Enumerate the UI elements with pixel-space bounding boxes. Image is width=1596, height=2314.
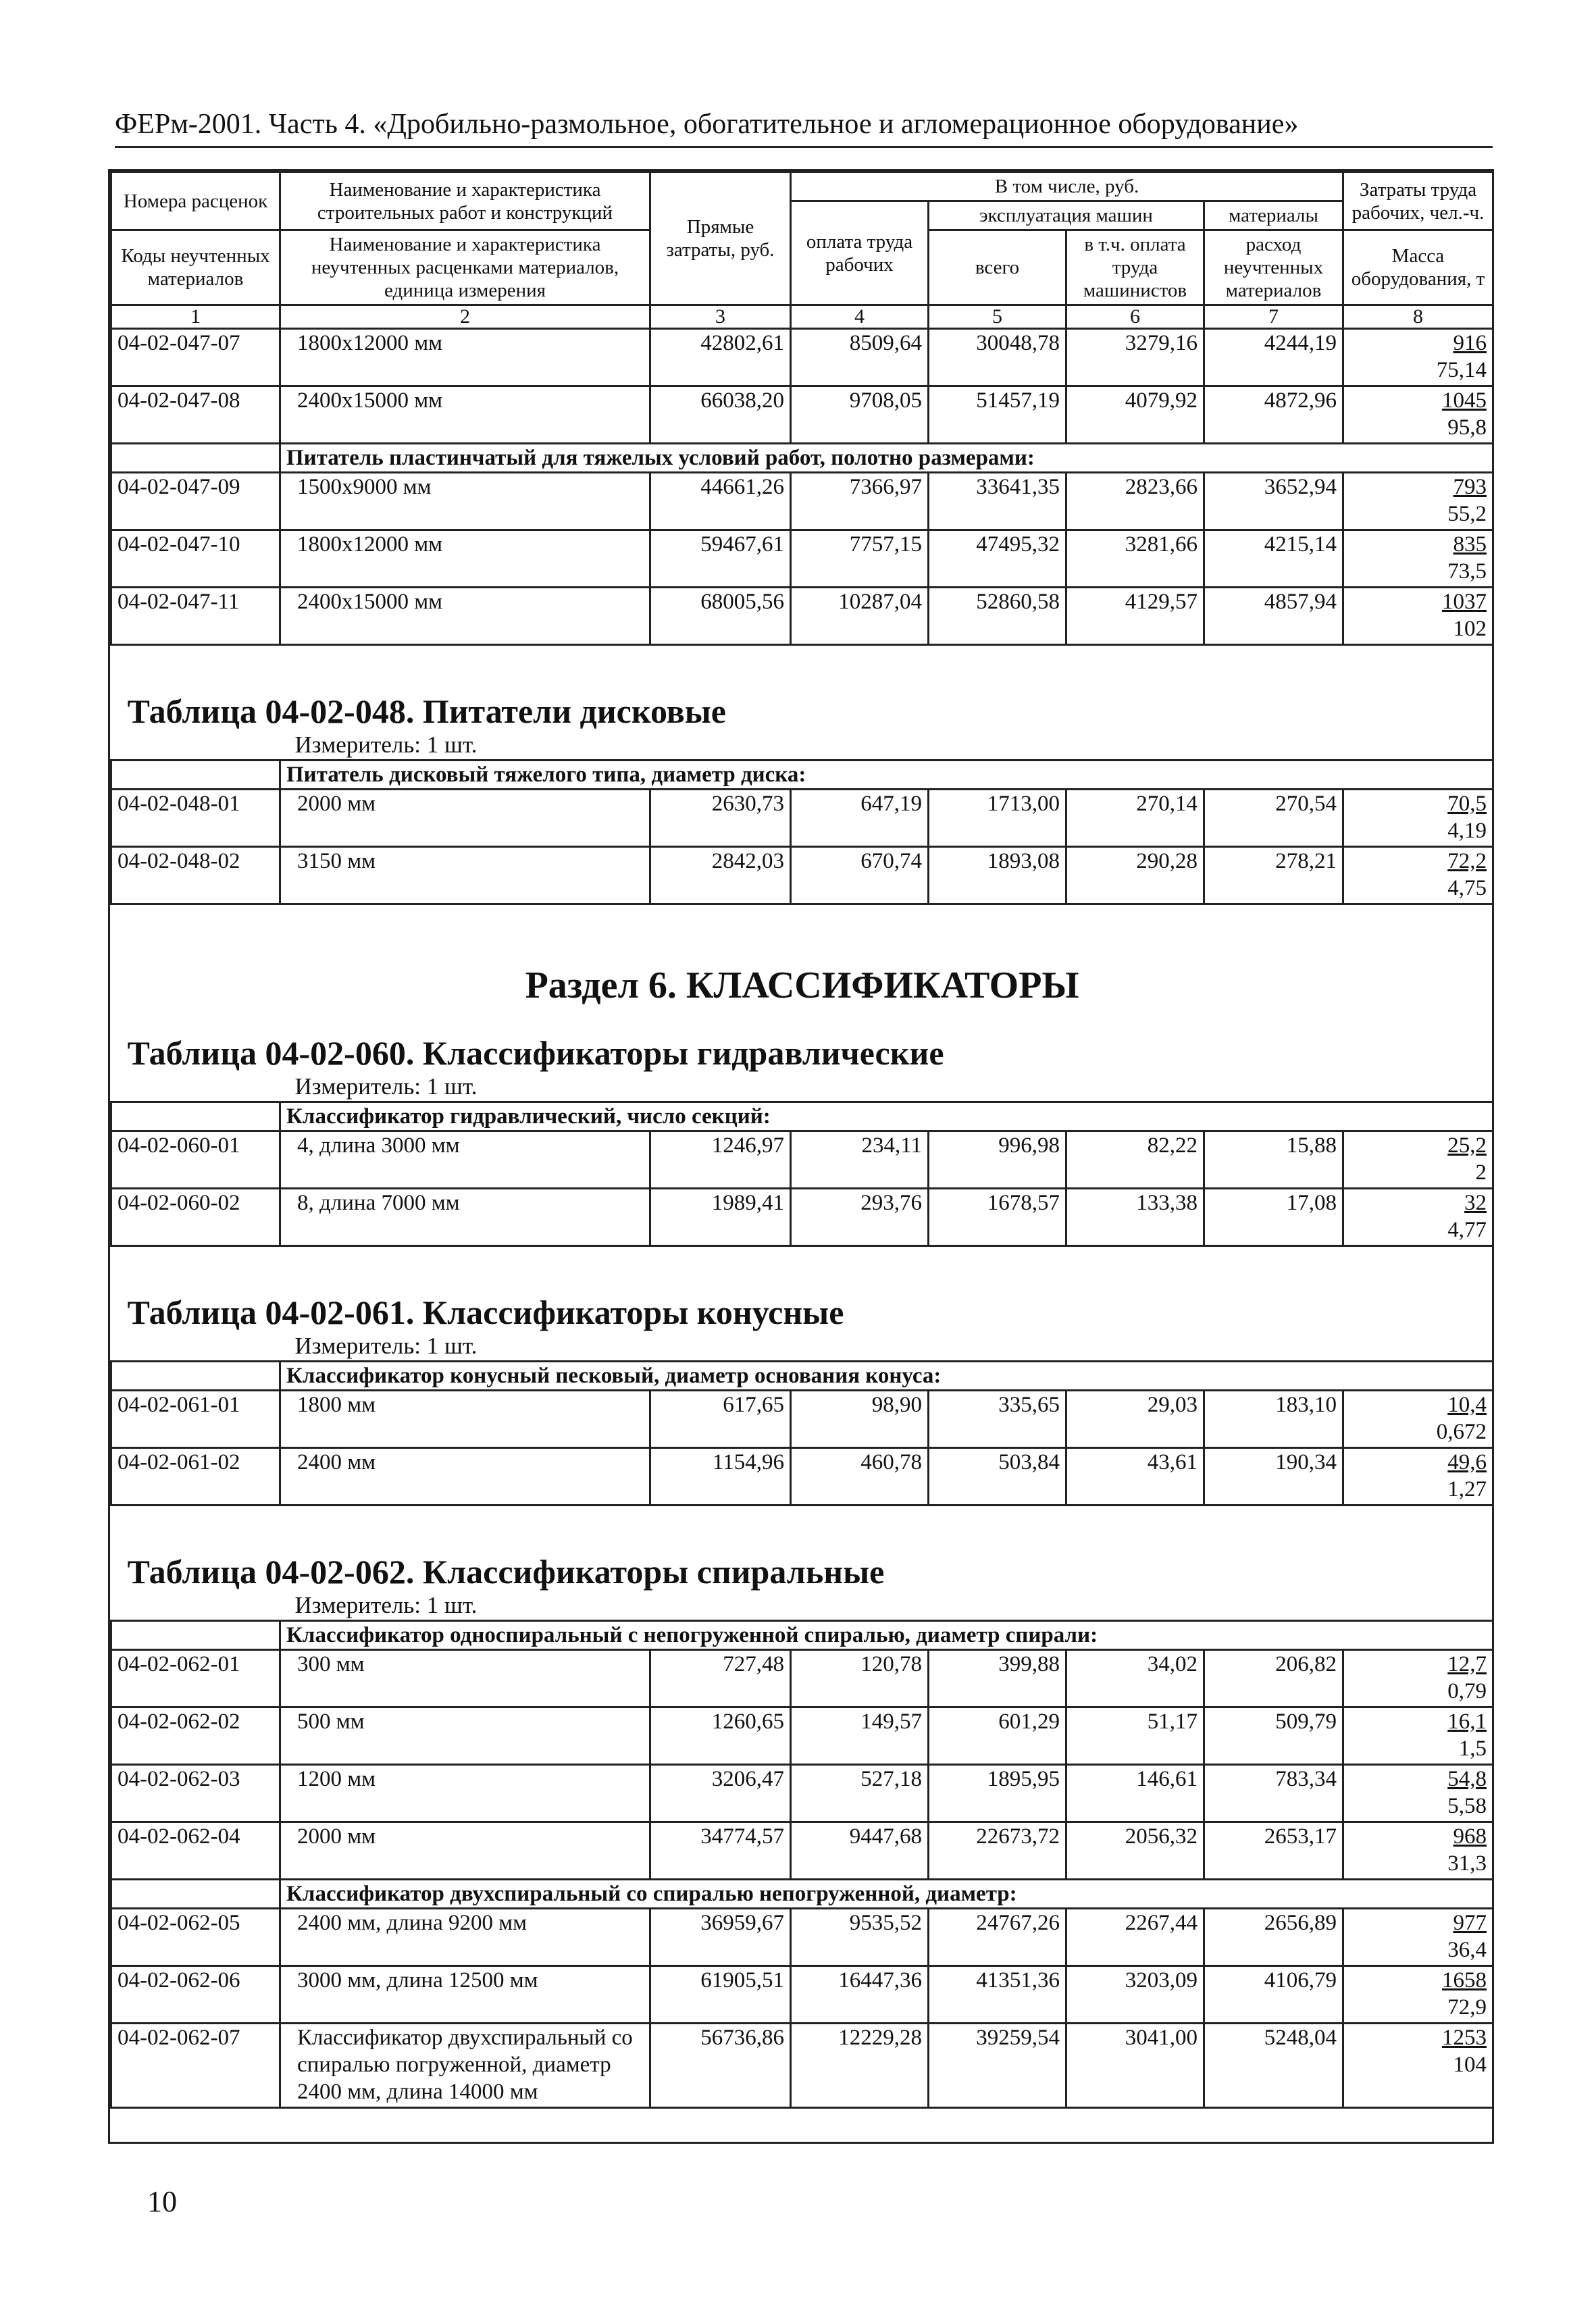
labor-value: 70,5 xyxy=(1447,792,1487,816)
col-number: 5 xyxy=(929,305,1066,329)
cost-cell: 234,11 xyxy=(791,1131,929,1189)
cost-cell: 206,82 xyxy=(1204,1650,1343,1707)
measure-unit: Измеритель: 1 шт. xyxy=(294,1592,478,1618)
table-heading xyxy=(111,1506,1493,1621)
col-number: 1 xyxy=(111,305,280,329)
rate-name: 3000 мм, длина 12500 мм xyxy=(280,1966,650,2024)
cost-cell: 2842,03 xyxy=(650,847,791,904)
cost-cell: 34774,57 xyxy=(650,1822,791,1880)
cost-cell: 33641,35 xyxy=(929,473,1066,530)
labor-value: 49,6 xyxy=(1447,1450,1487,1474)
column-numbers-row xyxy=(111,305,1493,329)
cost-cell: 47495,32 xyxy=(929,530,1066,588)
cost-cell: 34,02 xyxy=(1066,1650,1204,1707)
rate-code: 04-02-061-02 xyxy=(111,1448,280,1506)
cost-cell: 133,38 xyxy=(1066,1189,1204,1246)
mass-value: 5,58 xyxy=(1447,1794,1487,1818)
cost-cell: 2630,73 xyxy=(650,790,791,847)
labor-value: 916 xyxy=(1453,331,1487,355)
rate-code: 04-02-048-02 xyxy=(111,847,280,904)
labor-mass-cell xyxy=(1343,1391,1493,1448)
table-heading xyxy=(111,1246,1493,1362)
measure-unit: Измеритель: 1 шт. xyxy=(294,1333,478,1359)
col-wages-header: оплата труда рабочих xyxy=(791,201,929,305)
table-row xyxy=(111,530,1493,588)
cost-cell: 43,61 xyxy=(1066,1448,1204,1506)
mass-value: 2 xyxy=(1475,1160,1487,1185)
cost-cell: 3281,66 xyxy=(1066,530,1204,588)
cost-cell: 120,78 xyxy=(791,1650,929,1707)
cost-cell: 647,19 xyxy=(791,790,929,847)
cost-cell: 1260,65 xyxy=(650,1707,791,1765)
cost-cell: 183,10 xyxy=(1204,1391,1343,1448)
table-row xyxy=(111,1131,1493,1189)
cost-cell: 29,03 xyxy=(1066,1391,1204,1448)
mass-value: 0,79 xyxy=(1447,1679,1487,1703)
rate-name: 2400 мм xyxy=(280,1448,650,1506)
cost-cell: 146,61 xyxy=(1066,1765,1204,1822)
cost-cell: 4079,92 xyxy=(1066,386,1204,444)
cost-cell: 4857,94 xyxy=(1204,588,1343,645)
rate-name: 4, длина 3000 мм xyxy=(280,1131,650,1189)
mass-value: 102 xyxy=(1453,617,1487,641)
rate-name: 1800x12000 мм xyxy=(280,329,650,386)
rate-code: 04-02-047-08 xyxy=(111,386,280,444)
labor-value: 1253 xyxy=(1442,2026,1487,2050)
cost-cell: 727,48 xyxy=(650,1650,791,1707)
rate-code: 04-02-060-02 xyxy=(111,1189,280,1246)
labor-mass-cell xyxy=(1343,473,1493,530)
cost-cell: 15,88 xyxy=(1204,1131,1343,1189)
labor-mass-cell xyxy=(1343,847,1493,904)
cost-cell: 42802,61 xyxy=(650,329,791,386)
cost-cell: 1893,08 xyxy=(929,847,1066,904)
cost-cell: 503,84 xyxy=(929,1448,1066,1506)
cost-cell: 1989,41 xyxy=(650,1189,791,1246)
rate-name: 1800 мм xyxy=(280,1391,650,1448)
table-row xyxy=(111,329,1493,386)
cost-cell: 149,57 xyxy=(791,1707,929,1765)
table-heading-cell xyxy=(111,1246,1493,1362)
table-heading-cell xyxy=(111,1506,1493,1621)
mass-value: 75,14 xyxy=(1436,358,1487,382)
section-title: Раздел 6. КЛАССИФИКАТОРЫ xyxy=(525,965,1079,1006)
table-heading xyxy=(111,645,1493,761)
table-row xyxy=(111,1189,1493,1246)
labor-mass-cell xyxy=(1343,1707,1493,1765)
materials-header: материалы xyxy=(1204,201,1343,230)
cost-cell: 98,90 xyxy=(791,1391,929,1448)
cost-cell: 9535,52 xyxy=(791,1909,929,1966)
rate-code: 04-02-047-09 xyxy=(111,473,280,530)
rate-name: 2400x15000 мм xyxy=(280,588,650,645)
cost-cell: 293,76 xyxy=(791,1189,929,1246)
group-row xyxy=(111,1362,1493,1391)
rate-name: 2400 мм, длина 9200 мм xyxy=(280,1909,650,1966)
cost-cell: 460,78 xyxy=(791,1448,929,1506)
labor-value: 32 xyxy=(1464,1191,1487,1215)
cost-cell: 44661,26 xyxy=(650,473,791,530)
section-heading-cell xyxy=(111,904,1493,1102)
group-empty xyxy=(111,1102,280,1131)
measure-unit: Измеритель: 1 шт. xyxy=(294,1073,478,1100)
col-unaccounted-codes-header: Коды неучтенных материалов xyxy=(111,230,280,305)
cost-cell: 61905,51 xyxy=(650,1966,791,2024)
table-row xyxy=(111,386,1493,444)
cost-cell: 51457,19 xyxy=(929,386,1066,444)
group-title: Классификатор конусный песковый, диаметр основания конуса: xyxy=(280,1362,1493,1391)
mass-value: 36,4 xyxy=(1447,1938,1487,1962)
cost-cell: 56736,86 xyxy=(650,2024,791,2108)
group-row xyxy=(111,1621,1493,1650)
col-number: 4 xyxy=(791,305,929,329)
page-header: ФЕРм-2001. Часть 4. «Дробильно-размольное, обогатительное и агломерационное оборудование» xyxy=(115,107,1493,148)
cost-cell: 36959,67 xyxy=(650,1909,791,1966)
mass-value: 104 xyxy=(1453,2053,1487,2077)
rate-code: 04-02-047-07 xyxy=(111,329,280,386)
table-title: Таблица 04-02-061. Классификаторы конусные xyxy=(127,1293,844,1331)
cost-cell: 3279,16 xyxy=(1066,329,1204,386)
table-title: Таблица 04-02-048. Питатели дисковые xyxy=(127,692,726,730)
mass-value: 1,27 xyxy=(1447,1477,1487,1501)
cost-cell: 8509,64 xyxy=(791,329,929,386)
labor-mass-cell xyxy=(1343,1448,1493,1506)
group-title: Классификатор двухспиральный со спиралью непогруженной, диаметр: xyxy=(280,1880,1493,1909)
cost-cell: 9447,68 xyxy=(791,1822,929,1880)
table-row xyxy=(111,1391,1493,1448)
rate-code: 04-02-062-01 xyxy=(111,1650,280,1707)
section-heading xyxy=(111,904,1493,1102)
mass-value: 0,672 xyxy=(1436,1420,1487,1444)
labor-mass-cell xyxy=(1343,386,1493,444)
col-operators-wages-header: в т.ч. оплата труда машинистов xyxy=(1066,230,1204,305)
rate-code: 04-02-062-06 xyxy=(111,1966,280,2024)
mass-value: 4,77 xyxy=(1447,1218,1487,1242)
cost-cell: 16447,36 xyxy=(791,1966,929,2024)
labor-mass-cell xyxy=(1343,1189,1493,1246)
cost-cell: 290,28 xyxy=(1066,847,1204,904)
cost-cell: 51,17 xyxy=(1066,1707,1204,1765)
group-empty xyxy=(111,1621,280,1650)
mass-value: 55,2 xyxy=(1447,502,1487,526)
labor-value: 25,2 xyxy=(1447,1133,1487,1158)
col-unaccounted-name-header: Наименование и характеристика неучтенных расценками материалов, единица измерения xyxy=(280,230,650,305)
labor-mass-cell xyxy=(1343,1131,1493,1189)
rate-code: 04-02-061-01 xyxy=(111,1391,280,1448)
labor-value: 1658 xyxy=(1442,1968,1487,1992)
cost-cell: 22673,72 xyxy=(929,1822,1066,1880)
rate-name: 1800x12000 мм xyxy=(280,530,650,588)
table-title: Таблица 04-02-060. Классификаторы гидравлические xyxy=(127,1034,944,1072)
cost-cell: 39259,54 xyxy=(929,2024,1066,2108)
labor-value: 835 xyxy=(1453,532,1487,557)
rate-name: 8, длина 7000 мм xyxy=(280,1189,650,1246)
group-empty xyxy=(111,1362,280,1391)
col-number: 7 xyxy=(1204,305,1343,329)
cost-cell: 270,14 xyxy=(1066,790,1204,847)
cost-cell: 68005,56 xyxy=(650,588,791,645)
cost-cell: 399,88 xyxy=(929,1650,1066,1707)
page-number: 10 xyxy=(147,2185,177,2218)
table-row xyxy=(111,473,1493,530)
cost-cell: 1154,96 xyxy=(650,1448,791,1506)
rate-code: 04-02-048-01 xyxy=(111,790,280,847)
col-labor-header: Затраты труда рабочих, чел.-ч. xyxy=(1343,172,1493,230)
group-title: Питатель пластинчатый для тяжелых условий работ, полотно размерами: xyxy=(280,444,1493,473)
labor-mass-cell xyxy=(1343,1966,1493,2024)
table-row xyxy=(111,1822,1493,1880)
labor-mass-cell xyxy=(1343,1822,1493,1880)
cost-cell: 270,54 xyxy=(1204,790,1343,847)
group-row xyxy=(111,761,1493,790)
cost-cell: 4106,79 xyxy=(1204,1966,1343,2024)
group-title: Классификатор гидравлический, число секций: xyxy=(280,1102,1493,1131)
rate-name: 1200 мм xyxy=(280,1765,650,1822)
cost-cell: 4244,19 xyxy=(1204,329,1343,386)
group-empty xyxy=(111,761,280,790)
rate-code: 04-02-060-01 xyxy=(111,1131,280,1189)
labor-value: 10,4 xyxy=(1447,1393,1487,1417)
cost-cell: 783,34 xyxy=(1204,1765,1343,1822)
labor-value: 977 xyxy=(1453,1911,1487,1935)
mass-value: 4,75 xyxy=(1447,876,1487,900)
cost-cell: 617,65 xyxy=(650,1391,791,1448)
cost-cell: 2056,32 xyxy=(1066,1822,1204,1880)
cost-cell: 41351,36 xyxy=(929,1966,1066,2024)
cost-cell: 7757,15 xyxy=(791,530,929,588)
col-direct-costs-header: Прямые затраты, руб. xyxy=(650,172,791,305)
labor-value: 16,1 xyxy=(1447,1709,1487,1734)
col-codes-header: Номера расценок xyxy=(111,172,280,230)
group-empty xyxy=(111,444,280,473)
cost-cell: 66038,20 xyxy=(650,386,791,444)
labor-value: 793 xyxy=(1453,475,1487,499)
table-row xyxy=(111,1909,1493,1966)
table-row xyxy=(111,588,1493,645)
group-empty xyxy=(111,1880,280,1909)
cost-cell: 670,74 xyxy=(791,847,929,904)
group-row xyxy=(111,1102,1493,1131)
cost-cell: 17,08 xyxy=(1204,1189,1343,1246)
cost-cell: 9708,05 xyxy=(791,386,929,444)
labor-mass-cell xyxy=(1343,2024,1493,2108)
cost-cell: 82,22 xyxy=(1066,1131,1204,1189)
rate-name: 2400x15000 мм xyxy=(280,386,650,444)
rate-code: 04-02-047-10 xyxy=(111,530,280,588)
table-row xyxy=(111,1765,1493,1822)
rate-name: 1500x9000 мм xyxy=(280,473,650,530)
labor-mass-cell xyxy=(1343,790,1493,847)
cost-cell: 3652,94 xyxy=(1204,473,1343,530)
cost-cell: 1678,57 xyxy=(929,1189,1066,1246)
group-title: Питатель дисковый тяжелого типа, диаметр диска: xyxy=(280,761,1493,790)
cost-cell: 4215,14 xyxy=(1204,530,1343,588)
cost-cell: 2656,89 xyxy=(1204,1909,1343,1966)
labor-value: 1045 xyxy=(1442,388,1487,413)
labor-mass-cell xyxy=(1343,1650,1493,1707)
cost-cell: 996,98 xyxy=(929,1131,1066,1189)
mass-value: 31,3 xyxy=(1447,1851,1487,1876)
cost-cell: 3041,00 xyxy=(1066,2024,1204,2108)
table-row xyxy=(111,847,1493,904)
rate-code: 04-02-062-02 xyxy=(111,1707,280,1765)
cost-cell: 12229,28 xyxy=(791,2024,929,2108)
cost-cell: 601,29 xyxy=(929,1707,1066,1765)
col-number: 3 xyxy=(650,305,791,329)
labor-mass-cell xyxy=(1343,588,1493,645)
rate-code: 04-02-062-03 xyxy=(111,1765,280,1822)
cost-cell: 7366,97 xyxy=(791,473,929,530)
cost-cell: 335,65 xyxy=(929,1391,1066,1448)
labor-value: 12,7 xyxy=(1447,1652,1487,1676)
labor-mass-cell xyxy=(1343,329,1493,386)
rate-name: 500 мм xyxy=(280,1707,650,1765)
cost-cell: 2823,66 xyxy=(1066,473,1204,530)
labor-value: 72,2 xyxy=(1447,849,1487,873)
rate-code: 04-02-047-11 xyxy=(111,588,280,645)
labor-value: 54,8 xyxy=(1447,1767,1487,1791)
cost-cell: 10287,04 xyxy=(791,588,929,645)
table-row xyxy=(111,1966,1493,2024)
col-machines-total-header: всего xyxy=(929,230,1066,305)
cost-cell: 3206,47 xyxy=(650,1765,791,1822)
cost-cell: 2267,44 xyxy=(1066,1909,1204,1966)
rate-name: 3150 мм xyxy=(280,847,650,904)
rate-name: 2000 мм xyxy=(280,790,650,847)
mass-value: 1,5 xyxy=(1458,1737,1487,1761)
col-number: 8 xyxy=(1343,305,1493,329)
labor-mass-cell xyxy=(1343,530,1493,588)
rate-name: Классификатор двухспиральный со спиралью погруженной, диаметр 2400 мм, длина 14000 мм xyxy=(280,2024,650,2108)
cost-cell: 509,79 xyxy=(1204,1707,1343,1765)
rate-code: 04-02-062-07 xyxy=(111,2024,280,2108)
table-row xyxy=(111,2024,1493,2108)
table-row xyxy=(111,1650,1493,1707)
cost-cell: 1246,97 xyxy=(650,1131,791,1189)
rates-sheet xyxy=(108,169,1494,2144)
cost-cell: 59467,61 xyxy=(650,530,791,588)
cost-cell: 4129,57 xyxy=(1066,588,1204,645)
col-materials-header: расход неучтенных материалов xyxy=(1204,230,1343,305)
rates-table xyxy=(110,171,1494,2109)
labor-value: 1037 xyxy=(1442,590,1487,614)
labor-value: 968 xyxy=(1453,1824,1487,1849)
cost-cell: 2653,17 xyxy=(1204,1822,1343,1880)
group-row xyxy=(111,1880,1493,1909)
cost-cell: 1713,00 xyxy=(929,790,1066,847)
table-row xyxy=(111,790,1493,847)
table-title: Таблица 04-02-062. Классификаторы спиральные xyxy=(127,1553,885,1591)
labor-mass-cell xyxy=(1343,1765,1493,1822)
cost-cell: 52860,58 xyxy=(929,588,1066,645)
cost-cell: 4872,96 xyxy=(1204,386,1343,444)
col-number: 6 xyxy=(1066,305,1204,329)
group-title: Классификатор односпиральный с непогруженной спиралью, диаметр спирали: xyxy=(280,1621,1493,1650)
measure-unit: Измеритель: 1 шт. xyxy=(294,731,478,758)
table-row xyxy=(111,1707,1493,1765)
cost-cell: 3203,09 xyxy=(1066,1966,1204,2024)
table-heading-cell xyxy=(111,645,1493,761)
cost-cell: 24767,26 xyxy=(929,1909,1066,1966)
mass-value: 95,8 xyxy=(1447,415,1487,440)
rate-name: 2000 мм xyxy=(280,1822,650,1880)
machines-header: эксплуатация машин xyxy=(929,201,1204,230)
col-name-header: Наименование и характеристика строительных работ и конструкций xyxy=(280,172,650,230)
cost-cell: 1895,95 xyxy=(929,1765,1066,1822)
rate-code: 04-02-062-05 xyxy=(111,1909,280,1966)
including-header: В том числе, руб. xyxy=(791,172,1343,201)
col-mass-header: Масса оборудования, т xyxy=(1343,230,1493,305)
cost-cell: 190,34 xyxy=(1204,1448,1343,1506)
group-row xyxy=(111,444,1493,473)
cost-cell: 30048,78 xyxy=(929,329,1066,386)
table-row xyxy=(111,1448,1493,1506)
mass-value: 4,19 xyxy=(1447,819,1487,843)
mass-value: 73,5 xyxy=(1447,559,1487,584)
cost-cell: 278,21 xyxy=(1204,847,1343,904)
rate-code: 04-02-062-04 xyxy=(111,1822,280,1880)
cost-cell: 5248,04 xyxy=(1204,2024,1343,2108)
mass-value: 72,9 xyxy=(1447,1995,1487,2020)
rate-name: 300 мм xyxy=(280,1650,650,1707)
col-number: 2 xyxy=(280,305,650,329)
labor-mass-cell xyxy=(1343,1909,1493,1966)
cost-cell: 527,18 xyxy=(791,1765,929,1822)
